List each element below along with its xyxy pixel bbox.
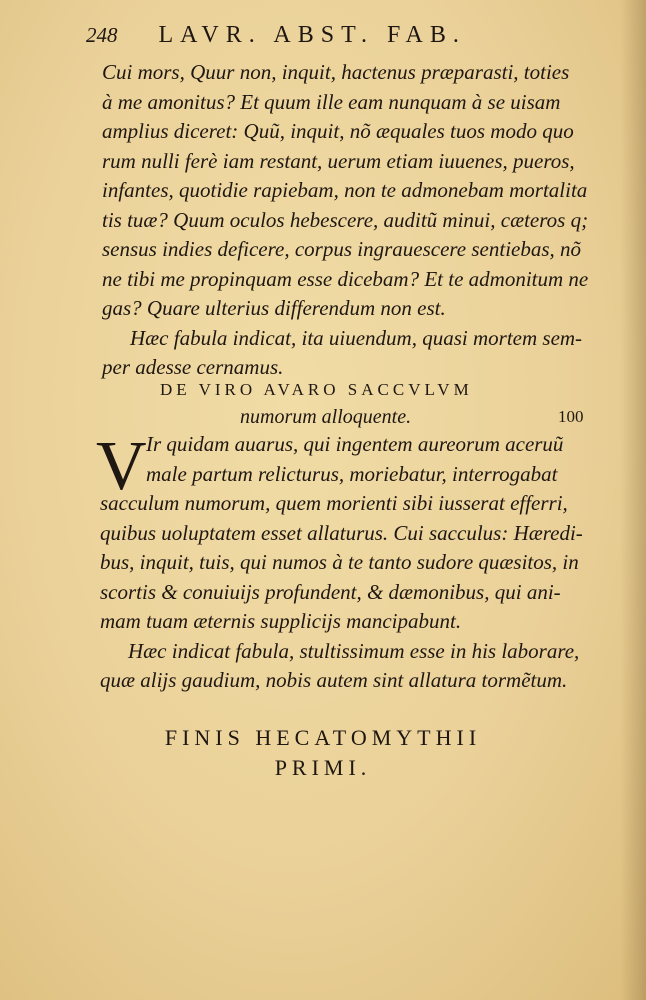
text-line: tis tuæ? Quum oculos hebescere, auditũ minui, cæteros q; bbox=[102, 207, 589, 232]
text-line: quibus uoluptatem esset allaturus. Cui sacculus: Hæredi- bbox=[100, 520, 583, 545]
finis-colophon bbox=[0, 724, 646, 782]
page-header bbox=[86, 20, 536, 50]
text-line: Cui mors, Quur non, inquit, hactenus præparasti, toties bbox=[102, 60, 570, 84]
moral-line: Hæc fabula indicat, ita uiuendum, quasi mortem sem- bbox=[130, 325, 583, 350]
fable-1-text bbox=[102, 58, 602, 383]
running-title: LAVR. ABST. FAB. bbox=[158, 22, 466, 48]
text-line: à me amonitus? Et quum ille eam nunquam à se uisam bbox=[102, 89, 561, 114]
text-line: rum nulli ferè iam restant, uerum etiam iuuenes, pueros, bbox=[102, 148, 575, 173]
text-line: sensus indies deficere, corpus ingrauescere sentiebas, nõ bbox=[102, 237, 582, 261]
moral-line: quæ alijs gaudium, nobis autem sint allatura tormẽtum. bbox=[100, 668, 568, 692]
drop-cap: V bbox=[96, 428, 147, 505]
moral-line: per adesse cernamus. bbox=[102, 355, 284, 379]
text-line: gas? Quare ulterius differendum non est. bbox=[102, 296, 446, 320]
text-line: sacculum numorum, quem morienti sibi iusserat efferri, bbox=[100, 491, 568, 515]
fable-number: 100 bbox=[558, 407, 584, 426]
moral-line: Hæc indicat fabula, stultissimum esse in his laborare, bbox=[128, 638, 580, 663]
page-number: 248 bbox=[86, 23, 118, 47]
text-line: male partum relicturus, moriebatur, interrogabat bbox=[146, 461, 558, 486]
text-line: infantes, quotidie rapiebam, non te admonebam mortalita bbox=[102, 178, 588, 202]
fable-2-subtitle-text: numorum alloquente. bbox=[240, 406, 412, 428]
finis-line-2: PRIMI. bbox=[274, 755, 372, 780]
fable-2-title: DE VIRO AVARO SACCVLVM bbox=[160, 380, 473, 399]
text-line: scortis & conuiuijs profundent, & dæmonibus, qui ani- bbox=[100, 579, 561, 604]
text-line: ne tibi me propinquam esse dicebam? Et te admonitum ne bbox=[102, 266, 589, 291]
fable-2-text bbox=[100, 430, 600, 696]
text-line: bus, inquit, tuis, qui numos à te tanto sudore quæsitos, in bbox=[100, 550, 579, 574]
fable-2-subtitle bbox=[240, 403, 600, 431]
text-line: amplius diceret: Quũ, inquit, nõ æquales tuos modo quo bbox=[102, 119, 574, 143]
finis-line-1: FINIS HECATOMYTHII bbox=[164, 725, 482, 750]
text-line: mam tuam æternis supplicijs mancipabunt. bbox=[100, 609, 462, 633]
text-line: Ir quidam auarus, qui ingentem aureorum aceruũ bbox=[146, 432, 564, 456]
